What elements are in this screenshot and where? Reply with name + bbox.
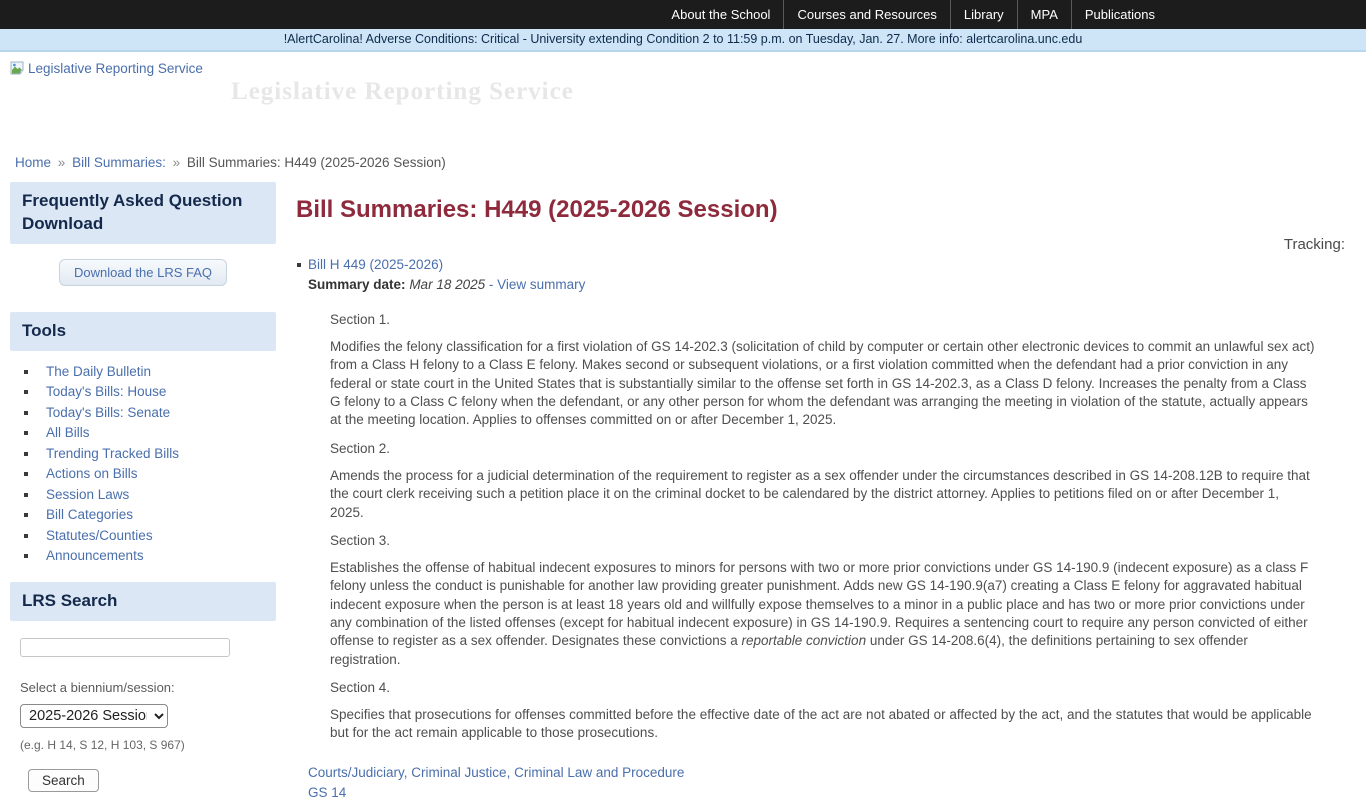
sidebar-item-all-bills: [24, 426, 276, 439]
view-summary-link[interactable]: - View summary: [488, 277, 586, 292]
breadcrumb-home-link[interactable]: Home: [15, 155, 52, 170]
tracking-label: Tracking:: [1283, 236, 1345, 253]
section-body: [330, 559, 1316, 669]
lrs-search-input[interactable]: [20, 638, 230, 657]
sidebar-item-trending-tracked-bills: [24, 447, 276, 460]
bill-summary-list-item: [296, 257, 1346, 800]
todays-bills-senate-link[interactable]: Today's Bills: Senate: [46, 404, 171, 420]
section-body: Modifies the felony classification for a first violation of GS 14-202.3 (solicitation of child by computer or certain other electronic devices to commit an unlawful sex act) from a Class H felony to a Class E felony. Makes second or subsequent violations, or a first violation committed when the defendant had a prior conviction in any federal or state court in the United States that is substantially similar to the offense set forth in GS 14-202.3, as a Class D felony. Increases the penalty from a Class G felony to a Class C felony when the defendant, or any other person for whom the defendant was arranging the meeting in violation of the statute, actually appears at the meeting location. Applies to offenses committed on or after December 1, 2025.: [330, 339, 1315, 428]
nav-library[interactable]: Library: [950, 0, 1017, 29]
sidebar-item-actions-on-bills: [24, 467, 276, 480]
breadcrumb-separator: »: [172, 155, 181, 170]
page-title: Bill Summaries: H449 (2025-2026 Session): [296, 196, 778, 223]
alert-text[interactable]: !AlertCarolina! Adverse Conditions: Critical - University extending Condition 2 to 11:59 p.m. on Tuesday, Jan. 27. More info: alertcarolina.unc.edu: [283, 32, 1083, 46]
bill-summary-list: [296, 257, 1346, 800]
breadcrumb-separator: »: [57, 155, 66, 170]
top-navigation-bar: [0, 0, 1366, 29]
lrs-search-button[interactable]: Search: [28, 769, 99, 792]
statutes-counties-link[interactable]: Statutes/Counties: [46, 527, 153, 543]
bill-summary-section-3: [330, 533, 1316, 669]
breadcrumb-bill-summaries-link[interactable]: Bill Summaries:: [72, 155, 166, 170]
sidebar-item-todays-bills-senate: [24, 406, 276, 419]
broken-image-icon: [10, 61, 26, 76]
category-link-criminal-law-and-procedure[interactable]: Criminal Law and Procedure: [514, 764, 685, 780]
header-watermark: Legislative Reporting Service: [231, 78, 574, 105]
alert-banner: [0, 29, 1366, 52]
nav-about-the-school[interactable]: About the School: [671, 7, 771, 22]
all-bills-link[interactable]: All Bills: [46, 425, 90, 441]
section-body-text: Establishes the offense of habitual indecent exposures to minors for persons with two or more prior convictions under GS 14-190.9 (indecent exposure) as a class F felony unless the conduct is punishable for another law providing greater punishment. Adds new GS 14-190.9(a7) creating a Class E felony for aggravated habitual indecent exposure when the person is at least 18 years old and willfully expose themselves to a minor in a public place and has two or more prior convictions under any combination of the listed offenses (except for habitual indecent exposure) in GS 14-190.9. Requires a sentencing court to require any person convicted of either offense to register as a sex offender. Designates these convictions a: [330, 559, 1309, 649]
summary-date-line: [308, 277, 1346, 292]
bill-summary-sections: [330, 312, 1346, 743]
summary-date-label: Summary date:: [308, 277, 406, 292]
nav-publications[interactable]: Publications: [1071, 0, 1168, 29]
section-body: Specifies that prosecutions for offenses committed before the effective date of the act are not abated or affected by the act, and the statutes that would be applicable but for the act remain applicable to those prosecutions.: [330, 707, 1312, 741]
sidebar-tools-heading: Tools: [10, 312, 276, 351]
sidebar-item-announcements: [24, 549, 276, 562]
sidebar-item-session-laws: [24, 488, 276, 501]
sidebar-lrs-search-heading: LRS Search: [10, 582, 276, 621]
biennium-select-label: Select a biennium/session:: [20, 680, 175, 696]
section-heading: Section 2.: [330, 440, 391, 456]
todays-bills-house-link[interactable]: Today's Bills: House: [46, 384, 167, 400]
section-heading: Section 4.: [330, 680, 391, 696]
section-body: Amends the process for a judicial determination of the requirement to register as a sex offender under the circumstances described in GS 14-208.12B to require that the court clerk receiving such a petition place it on the criminal docket to be calendared by the district attorney. Applies to petitions filed on or after December 1, 2025.: [330, 467, 1310, 520]
biennium-session-select[interactable]: [20, 704, 168, 728]
announcements-link[interactable]: Announcements: [46, 548, 144, 564]
statute-line: [308, 785, 1346, 800]
nav-mpa[interactable]: MPA: [1017, 0, 1071, 29]
category-link-courts-judiciary[interactable]: Courts/Judiciary,: [308, 764, 408, 780]
sidebar-tools-list: [10, 365, 276, 563]
actions-on-bills-link[interactable]: Actions on Bills: [46, 466, 138, 482]
download-lrs-faq-button[interactable]: Download the LRS FAQ: [59, 259, 227, 286]
sidebar: [10, 182, 276, 792]
session-laws-link[interactable]: Session Laws: [46, 486, 130, 502]
summary-date-value: Mar 18 2025: [409, 277, 486, 292]
nav-courses-and-resources[interactable]: Courses and Resources: [783, 0, 949, 29]
sidebar-item-daily-bulletin: [24, 365, 276, 378]
main-content: [276, 182, 1356, 800]
content-row: [0, 182, 1366, 800]
statute-link-gs-14[interactable]: GS 14: [308, 784, 347, 800]
site-logo-text: Legislative Reporting Service: [28, 61, 203, 76]
sidebar-item-todays-bills-house: [24, 385, 276, 398]
bill-summary-section-2: [330, 441, 1316, 522]
sidebar-faq-heading: Frequently Asked Question Download: [10, 182, 276, 244]
section-body-text: under GS 14-208.6(4), the definitions pertaining to sex offender registration.: [330, 633, 1248, 667]
section-heading: Section 1.: [330, 312, 391, 327]
sidebar-item-bill-categories: [24, 508, 276, 521]
bill-summary-section-1: [330, 312, 1316, 430]
bill-categories-link[interactable]: Bill Categories: [46, 507, 134, 523]
sidebar-item-statutes-counties: [24, 529, 276, 542]
search-example-hint: (e.g. H 14, S 12, H 103, S 967): [20, 738, 185, 753]
site-header: [0, 52, 1366, 155]
category-links: [308, 765, 1346, 780]
top-nav: [658, 0, 1168, 29]
site-logo-link[interactable]: [10, 61, 203, 76]
breadcrumb: [0, 155, 1366, 182]
category-link-criminal-justice[interactable]: Criminal Justice,: [411, 764, 511, 780]
italic-term: reportable conviction: [741, 633, 867, 649]
section-heading: Section 3.: [330, 532, 391, 548]
breadcrumb-current: Bill Summaries: H449 (2025-2026 Session): [186, 155, 446, 170]
trending-tracked-bills-link[interactable]: Trending Tracked Bills: [46, 445, 180, 461]
bill-link[interactable]: Bill H 449 (2025-2026): [308, 257, 444, 272]
daily-bulletin-link[interactable]: The Daily Bulletin: [46, 363, 152, 379]
bill-summary-section-4: [330, 680, 1316, 743]
